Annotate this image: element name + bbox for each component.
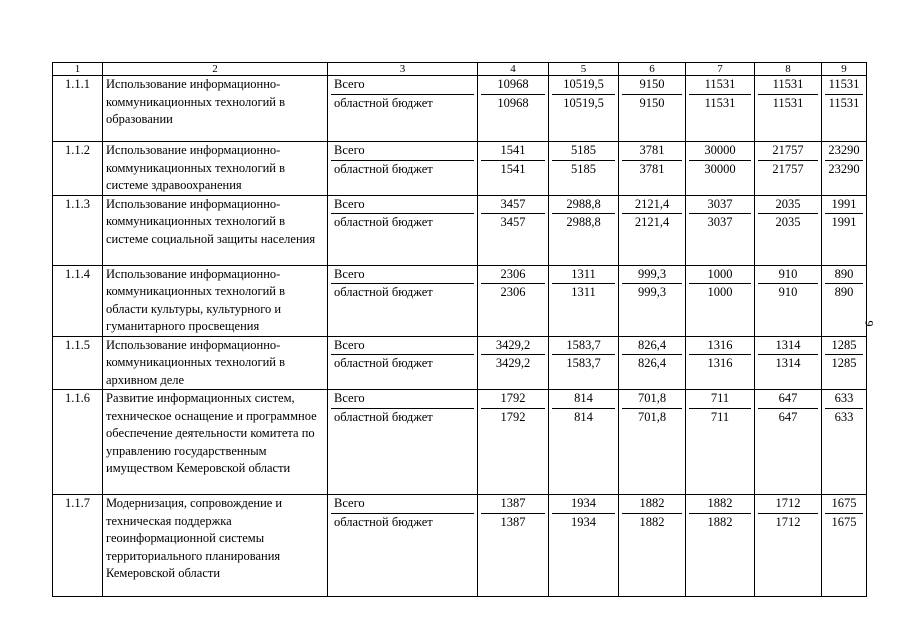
value-cell	[822, 76, 867, 142]
value-regional: 1000	[707, 285, 733, 299]
value-regional: 3781	[639, 161, 665, 176]
value-total: 3429,2	[481, 337, 545, 356]
value-regional: 1991	[831, 215, 857, 229]
value-cell	[686, 195, 755, 265]
value-cell	[686, 390, 755, 495]
value-cell	[478, 265, 549, 336]
value-cell	[686, 142, 755, 196]
value-cell	[619, 142, 686, 196]
value-total: 10519,5	[552, 76, 615, 95]
value-regional: 1387	[500, 514, 526, 529]
table-row	[53, 76, 867, 142]
value-regional: 890	[834, 285, 854, 299]
funding-source-cell	[328, 265, 478, 336]
value-regional: 701,8	[637, 409, 667, 424]
value-total: 2306	[481, 266, 545, 285]
value-total: 826,4	[622, 337, 682, 356]
value-total: 11531	[825, 76, 863, 95]
funding-source-regional: областной бюджет	[334, 161, 433, 176]
value-total: 11531	[758, 76, 818, 95]
value-total: 3457	[481, 196, 545, 215]
value-total: 10968	[481, 76, 545, 95]
funding-source-regional: областной бюджет	[334, 514, 433, 529]
row-description: Развитие информационных систем, техническое оснащение и программное обеспечение деятельности комитета по управлению государственным имуществом Кемеровской области	[103, 390, 328, 495]
value-regional: 633	[834, 409, 854, 424]
value-regional: 11531	[828, 95, 860, 110]
value-cell	[549, 142, 619, 196]
value-regional: 1882	[639, 514, 665, 529]
column-number-8: 8	[755, 63, 822, 76]
value-cell	[478, 142, 549, 196]
value-cell	[686, 336, 755, 390]
row-description: Использование информационно-коммуникационных технологий в системе социальной защиты населения	[103, 195, 328, 265]
value-regional: 1311	[571, 285, 596, 299]
row-description: Использование информационно-коммуникационных технологий в архивном деле	[103, 336, 328, 390]
value-regional: 814	[574, 409, 593, 424]
funding-source-cell	[328, 390, 478, 495]
value-regional: 2121,4	[634, 215, 670, 229]
value-total: 3037	[689, 196, 751, 215]
value-total: 1991	[825, 196, 863, 215]
value-cell	[619, 76, 686, 142]
value-total: 647	[758, 390, 818, 409]
row-code: 1.1.1	[53, 76, 103, 142]
value-regional: 826,4	[637, 356, 667, 370]
value-regional: 647	[778, 409, 798, 424]
value-total: 23290	[825, 142, 863, 161]
funding-source-regional: областной бюджет	[334, 356, 433, 370]
budget-table	[52, 62, 867, 597]
value-cell	[755, 142, 822, 196]
value-regional: 3457	[500, 215, 526, 229]
value-total: 30000	[689, 142, 751, 161]
value-regional: 21757	[772, 161, 804, 176]
value-cell	[755, 495, 822, 597]
funding-source-total: Всего	[331, 390, 474, 409]
row-code: 1.1.3	[53, 195, 103, 265]
value-cell	[755, 76, 822, 142]
funding-source-cell	[328, 195, 478, 265]
value-cell	[822, 142, 867, 196]
value-regional: 1934	[571, 514, 596, 529]
value-cell	[549, 390, 619, 495]
value-regional: 1792	[500, 409, 526, 424]
value-regional: 3429,2	[495, 356, 531, 370]
funding-source-total: Всего	[331, 266, 474, 285]
value-cell	[755, 195, 822, 265]
value-total: 1311	[552, 266, 615, 285]
value-regional: 3037	[707, 215, 733, 229]
value-total: 711	[689, 390, 751, 409]
row-code: 1.1.7	[53, 495, 103, 597]
column-number-2: 2	[103, 63, 328, 76]
column-number-4: 4	[478, 63, 549, 76]
value-cell	[619, 495, 686, 597]
funding-source-total: Всего	[331, 495, 474, 514]
table-row	[53, 495, 867, 597]
value-total: 2035	[758, 196, 818, 215]
funding-source-regional: областной бюджет	[334, 95, 433, 110]
value-regional: 30000	[704, 161, 736, 176]
row-code: 1.1.2	[53, 142, 103, 196]
value-cell	[755, 265, 822, 336]
value-regional: 2035	[775, 215, 801, 229]
value-regional: 1882	[707, 514, 733, 529]
row-description: Использование информационно-коммуникационных технологий в системе здравоохранения	[103, 142, 328, 196]
value-total: 1387	[481, 495, 545, 514]
value-total: 633	[825, 390, 863, 409]
value-total: 3781	[622, 142, 682, 161]
value-cell	[478, 76, 549, 142]
value-total: 814	[552, 390, 615, 409]
value-total: 1285	[825, 337, 863, 356]
value-total: 1792	[481, 390, 545, 409]
column-number-5: 5	[549, 63, 619, 76]
value-total: 21757	[758, 142, 818, 161]
table-body	[53, 63, 867, 597]
value-regional: 11531	[772, 95, 804, 110]
value-cell	[549, 265, 619, 336]
value-regional: 711	[710, 409, 730, 424]
value-regional: 10519,5	[563, 95, 604, 110]
value-cell	[549, 76, 619, 142]
value-regional: 1541	[500, 161, 526, 176]
row-description: Модернизация, сопровождение и техническая поддержка геоинформационной системы территориального планирования Кемеровской области	[103, 495, 328, 597]
value-cell	[619, 336, 686, 390]
value-total: 11531	[689, 76, 751, 95]
value-regional: 9150	[639, 95, 665, 110]
column-number-9: 9	[822, 63, 867, 76]
value-cell	[619, 195, 686, 265]
value-regional: 10968	[497, 95, 529, 110]
value-regional: 999,3	[637, 285, 667, 299]
table-row	[53, 142, 867, 196]
value-cell	[822, 336, 867, 390]
value-regional: 2306	[500, 285, 526, 299]
row-description: Использование информационно-коммуникационных технологий в области культуры, культурного и гуманитарного просвещения	[103, 265, 328, 336]
value-cell	[619, 390, 686, 495]
value-total: 1314	[758, 337, 818, 356]
value-cell	[478, 495, 549, 597]
column-number-1: 1	[53, 63, 103, 76]
row-description: Использование информационно-коммуникационных технологий в образовании	[103, 76, 328, 142]
value-cell	[755, 336, 822, 390]
value-total: 1675	[825, 495, 863, 514]
page-number: 9	[862, 320, 877, 327]
value-cell	[686, 495, 755, 597]
value-total: 1541	[481, 142, 545, 161]
value-total: 999,3	[622, 266, 682, 285]
value-total: 890	[825, 266, 863, 285]
value-cell	[619, 265, 686, 336]
value-cell	[549, 495, 619, 597]
value-regional: 11531	[704, 95, 736, 110]
funding-source-regional: областной бюджет	[334, 215, 433, 229]
value-total: 5185	[552, 142, 615, 161]
value-cell	[478, 195, 549, 265]
value-regional: 1316	[707, 356, 733, 370]
funding-source-cell	[328, 76, 478, 142]
value-total: 1712	[758, 495, 818, 514]
value-total: 2121,4	[622, 196, 682, 215]
value-cell	[822, 495, 867, 597]
funding-source-total: Всего	[331, 196, 474, 215]
value-cell	[755, 390, 822, 495]
column-number-row	[53, 63, 867, 76]
value-cell	[549, 195, 619, 265]
column-number-3: 3	[328, 63, 478, 76]
value-cell	[686, 76, 755, 142]
value-regional: 2988,8	[566, 215, 601, 229]
funding-source-total: Всего	[331, 142, 474, 161]
value-regional: 1712	[775, 514, 801, 529]
value-cell	[478, 336, 549, 390]
funding-source-cell	[328, 336, 478, 390]
funding-source-regional: областной бюджет	[334, 285, 433, 299]
value-regional: 5185	[571, 161, 596, 176]
table-row	[53, 336, 867, 390]
value-total: 701,8	[622, 390, 682, 409]
table-row	[53, 265, 867, 336]
value-total: 1882	[622, 495, 682, 514]
value-total: 1000	[689, 266, 751, 285]
value-cell	[549, 336, 619, 390]
funding-source-regional: областной бюджет	[334, 409, 433, 424]
value-regional: 1675	[831, 514, 857, 529]
value-regional: 1583,7	[566, 356, 601, 370]
funding-source-total: Всего	[331, 337, 474, 356]
funding-source-cell	[328, 495, 478, 597]
value-cell	[822, 195, 867, 265]
value-cell	[478, 390, 549, 495]
row-code: 1.1.5	[53, 336, 103, 390]
value-total: 9150	[622, 76, 682, 95]
table-row	[53, 390, 867, 495]
column-number-7: 7	[686, 63, 755, 76]
column-number-6: 6	[619, 63, 686, 76]
value-total: 1934	[552, 495, 615, 514]
value-cell	[686, 265, 755, 336]
value-total: 910	[758, 266, 818, 285]
row-code: 1.1.4	[53, 265, 103, 336]
value-cell	[822, 265, 867, 336]
value-regional: 1314	[775, 356, 801, 370]
value-regional: 23290	[828, 161, 860, 176]
value-total: 1882	[689, 495, 751, 514]
value-total: 1583,7	[552, 337, 615, 356]
value-regional: 910	[778, 285, 798, 299]
row-code: 1.1.6	[53, 390, 103, 495]
table-row	[53, 195, 867, 265]
value-regional: 1285	[831, 356, 857, 370]
funding-source-total: Всего	[331, 76, 474, 95]
funding-source-cell	[328, 142, 478, 196]
value-total: 2988,8	[552, 196, 615, 215]
value-cell	[822, 390, 867, 495]
value-total: 1316	[689, 337, 751, 356]
